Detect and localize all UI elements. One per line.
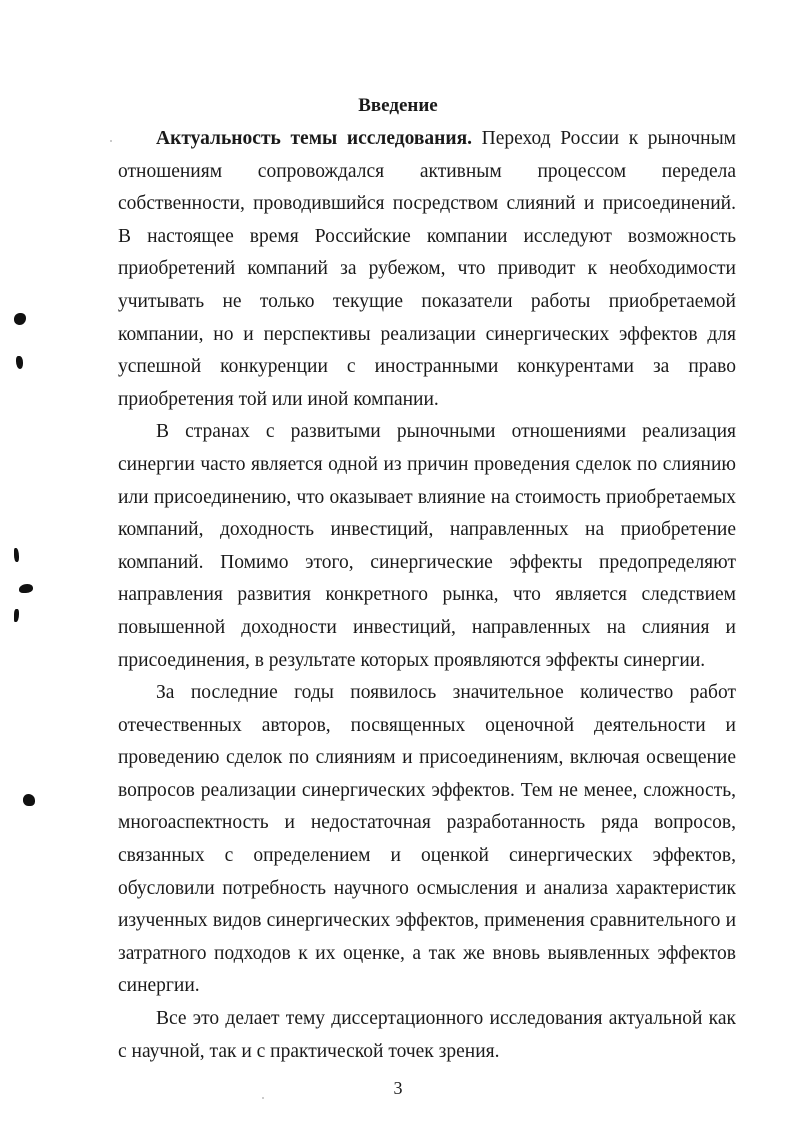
paragraph-relevance	[118, 123, 736, 416]
scan-artifact	[14, 548, 19, 562]
paragraph-text: В странах с развитыми рыночными отношениями реализация синергии часто является одной из причин проведения сделок по слиянию или присоединению, что оказывает влияние на стоимость приобретаемых компаний, доходность инвестиций, направленных на приобретение компаний. Помимо этого, синергические эффекты предопределяют направления развития конкретного рынка, что является следствием повышенной доходности инвестиций, направленных на слияния и присоединения, в результате которых проявляются эффекты синергии.	[118, 421, 736, 671]
scan-artifact	[16, 356, 23, 369]
document-body	[118, 123, 736, 1068]
paragraph-lead: Актуальность темы исследования.	[156, 128, 473, 149]
paragraph-text: Все это делает тему диссертационного исследования актуальной как с научной, так и с практической точек зрения.	[118, 1008, 736, 1062]
scan-artifact	[23, 794, 35, 806]
paragraph-conclusion	[118, 1003, 736, 1068]
scan-artifact	[19, 584, 33, 593]
paragraph-text: Переход России к рыночным отношениям сопровождался активным процессом передела собственности, проводившийся посредством слияний и присоединений. В настоящее время Российские компании исследуют возможность приобретений компаний за рубежом, что приводит к необходимости учитывать не только текущие показатели работы приобретаемой компании, но и перспективы реализации синергических эффектов для успешной конкуренции с иностранными конкурентами за право приобретения той или иной компании.	[118, 128, 737, 410]
scan-speck	[110, 140, 112, 142]
paragraph-text: За последние годы появилось значительное количество работ отечественных авторов, посвященных оценочной деятельности и проведению сделок по слияниям и присоединениям, включая освещение вопросов реализации синергических эффектов. Тем не менее, сложность, многоаспектность и недостаточная разработанность ряда вопросов, связанных с определением и оценкой синергических эффектов, обусловили потребность научного осмысления и анализа характеристик изученных видов синергических эффектов, применения сравнительного и затратного подходов к их оценке, а так же вновь выявленных эффектов синергии.	[118, 682, 736, 997]
paragraph-literature	[118, 677, 736, 1003]
section-heading: Введение	[358, 95, 438, 116]
scan-artifact	[14, 313, 26, 325]
paragraph-synergy	[118, 416, 736, 677]
scan-artifact	[14, 609, 19, 622]
page-number: 3	[393, 1078, 403, 1098]
